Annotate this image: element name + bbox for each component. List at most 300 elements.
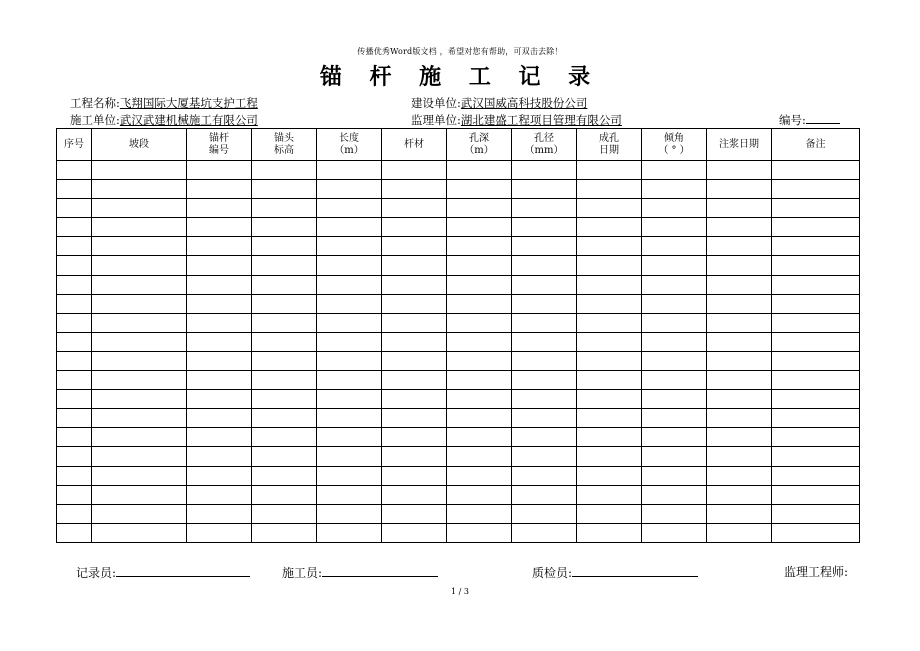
table-cell (512, 332, 577, 351)
table-cell (57, 351, 92, 370)
table-cell (642, 256, 707, 275)
table-cell (382, 504, 447, 523)
table-cell (92, 485, 187, 504)
table-cell (57, 313, 92, 332)
table-cell (317, 409, 382, 428)
table-cell (317, 237, 382, 256)
table-cell (512, 351, 577, 370)
table-row (57, 409, 860, 428)
table-cell (252, 237, 317, 256)
table-cell (447, 447, 512, 466)
table-cell (57, 294, 92, 313)
table-cell (57, 180, 92, 199)
table-cell (642, 161, 707, 180)
table-cell (187, 180, 252, 199)
table-cell (772, 294, 860, 313)
table-cell (512, 390, 577, 409)
table-row (57, 199, 860, 218)
table-cell (252, 428, 317, 447)
engineer-label: 监理工程师: (784, 565, 849, 579)
table-cell (577, 428, 642, 447)
table-cell (382, 218, 447, 237)
project-name-value: 飞翔国际大厦基坑支护工程 (119, 96, 258, 110)
table-cell (57, 332, 92, 351)
table-cell (382, 351, 447, 370)
table-cell (57, 466, 92, 485)
table-cell (772, 371, 860, 390)
table-cell (707, 409, 772, 428)
header-cell-slope: 坡段 (92, 129, 187, 161)
table-cell (252, 485, 317, 504)
table-cell (252, 523, 317, 542)
header-cell-rod: 杆材 (382, 129, 447, 161)
table-cell (447, 199, 512, 218)
table-row (57, 161, 860, 180)
table-cell (642, 504, 707, 523)
table-cell (512, 371, 577, 390)
table-cell (447, 409, 512, 428)
table-cell (642, 523, 707, 542)
table-cell (577, 313, 642, 332)
table-cell (642, 428, 707, 447)
table-row (57, 504, 860, 523)
table-cell (707, 161, 772, 180)
table-cell (707, 218, 772, 237)
document-number-field (779, 112, 840, 128)
table-cell (707, 428, 772, 447)
table-cell (772, 428, 860, 447)
table-cell (382, 275, 447, 294)
inspector-signature (532, 563, 698, 581)
table-cell (252, 161, 317, 180)
table-cell (382, 313, 447, 332)
table-cell (707, 371, 772, 390)
table-cell (187, 504, 252, 523)
table-cell (317, 199, 382, 218)
recorder-label: 记录员: (76, 566, 117, 580)
table-cell (317, 275, 382, 294)
table-cell (512, 199, 577, 218)
table-cell (577, 351, 642, 370)
inspector-line (572, 563, 698, 577)
table-cell (92, 466, 187, 485)
table-cell (577, 485, 642, 504)
table-cell (382, 180, 447, 199)
table-row (57, 523, 860, 542)
table-cell (512, 218, 577, 237)
table-cell (512, 275, 577, 294)
table-cell (317, 351, 382, 370)
header-cell-grout-date: 注浆日期 (707, 129, 772, 161)
table-row (57, 313, 860, 332)
table-cell (92, 237, 187, 256)
table-cell (187, 218, 252, 237)
inspector-label: 质检员: (532, 566, 573, 580)
recorder-signature (76, 563, 250, 581)
table-cell (577, 218, 642, 237)
constructor-label: 施工员: (282, 566, 323, 580)
header-cell-anchor-no: 锚杆 编号 (187, 129, 252, 161)
table-cell (772, 504, 860, 523)
table-cell (252, 294, 317, 313)
table-cell (447, 256, 512, 275)
table-cell (642, 199, 707, 218)
table-cell (707, 294, 772, 313)
table-cell (512, 409, 577, 428)
table-cell (252, 351, 317, 370)
document-number-label: 编号: (779, 113, 806, 127)
table-cell (512, 180, 577, 199)
table-cell (577, 466, 642, 485)
document-banner: 传播优秀Word版文档 ，希望对您有帮助，可双击去除！ (357, 47, 563, 56)
table-cell (642, 409, 707, 428)
header-cell-hole-diameter: 孔径 （mm） (512, 129, 577, 161)
table-cell (187, 351, 252, 370)
table-cell (577, 237, 642, 256)
header-cell-length: 长度 （m） (317, 129, 382, 161)
table-cell (317, 256, 382, 275)
table-cell (92, 332, 187, 351)
table-cell (447, 390, 512, 409)
table-cell (252, 275, 317, 294)
table-cell (642, 237, 707, 256)
record-table (56, 128, 860, 543)
table-cell (512, 294, 577, 313)
table-cell (57, 523, 92, 542)
table-cell (252, 180, 317, 199)
table-cell (512, 447, 577, 466)
table-cell (707, 275, 772, 294)
contractor-unit-field (70, 112, 258, 128)
table-cell (317, 466, 382, 485)
client-unit-field (411, 95, 587, 111)
table-cell (707, 390, 772, 409)
table-cell (577, 332, 642, 351)
table-cell (187, 294, 252, 313)
supervisor-unit-value: 湖北建盛工程项目管理有限公司 (460, 113, 622, 127)
table-cell (772, 161, 860, 180)
table-cell (317, 504, 382, 523)
table-cell (92, 447, 187, 466)
table-cell (57, 161, 92, 180)
table-cell (57, 428, 92, 447)
table-cell (92, 504, 187, 523)
table-cell (447, 504, 512, 523)
table-cell (92, 218, 187, 237)
page-number: 1 / 3 (451, 587, 469, 596)
table-cell (447, 371, 512, 390)
table-cell (642, 218, 707, 237)
table-cell (317, 390, 382, 409)
table-cell (707, 180, 772, 199)
table-cell (382, 237, 447, 256)
table-cell (642, 351, 707, 370)
table-cell (92, 180, 187, 199)
document-number-blank (806, 112, 840, 124)
table-cell (57, 237, 92, 256)
table-row (57, 218, 860, 237)
table-cell (707, 332, 772, 351)
table-cell (512, 161, 577, 180)
supervisor-unit-label: 监理单位: (411, 113, 461, 127)
table-cell (707, 485, 772, 504)
table-cell (57, 504, 92, 523)
constructor-signature (282, 563, 438, 581)
table-cell (642, 447, 707, 466)
table-cell (772, 409, 860, 428)
table-cell (642, 332, 707, 351)
table-cell (382, 466, 447, 485)
table-cell (707, 447, 772, 466)
table-cell (252, 199, 317, 218)
table-row (57, 351, 860, 370)
table-cell (57, 447, 92, 466)
table-cell (642, 371, 707, 390)
table-cell (772, 180, 860, 199)
table-cell (92, 523, 187, 542)
table-row (57, 332, 860, 351)
table-cell (317, 161, 382, 180)
table-cell (187, 275, 252, 294)
table-cell (447, 466, 512, 485)
table-cell (382, 332, 447, 351)
table-cell (447, 332, 512, 351)
table-cell (447, 351, 512, 370)
table-row (57, 371, 860, 390)
table-cell (382, 447, 447, 466)
table-cell (187, 428, 252, 447)
table-cell (382, 428, 447, 447)
table-cell (642, 466, 707, 485)
table-row (57, 180, 860, 199)
table-cell (252, 504, 317, 523)
table-cell (447, 218, 512, 237)
table-cell (707, 313, 772, 332)
table-cell (57, 218, 92, 237)
table-cell (512, 504, 577, 523)
table-header-row (57, 129, 860, 161)
table-cell (187, 371, 252, 390)
table-cell (512, 256, 577, 275)
table-cell (447, 485, 512, 504)
table-cell (92, 256, 187, 275)
table-cell (447, 294, 512, 313)
table-cell (92, 428, 187, 447)
table-cell (317, 447, 382, 466)
table-cell (317, 313, 382, 332)
table-cell (512, 237, 577, 256)
table-cell (187, 485, 252, 504)
table-cell (577, 294, 642, 313)
table-cell (57, 485, 92, 504)
table-cell (707, 256, 772, 275)
table-row (57, 447, 860, 466)
table-cell (57, 256, 92, 275)
table-cell (707, 351, 772, 370)
table-cell (317, 294, 382, 313)
table-cell (382, 523, 447, 542)
table-cell (317, 428, 382, 447)
table-cell (772, 332, 860, 351)
table-cell (317, 371, 382, 390)
table-cell (252, 371, 317, 390)
table-row (57, 390, 860, 409)
table-cell (642, 275, 707, 294)
document-title: 锚 杆 施 工 记 录 (319, 64, 601, 90)
table-cell (642, 390, 707, 409)
table-cell (577, 523, 642, 542)
table-cell (447, 237, 512, 256)
header-cell-drill-date: 成孔 日期 (577, 129, 642, 161)
table-cell (187, 256, 252, 275)
table-cell (772, 351, 860, 370)
table-cell (772, 447, 860, 466)
contractor-unit-label: 施工单位: (70, 113, 120, 127)
table-cell (187, 237, 252, 256)
table-cell (512, 313, 577, 332)
table-row (57, 237, 860, 256)
table-cell (512, 485, 577, 504)
table-cell (187, 390, 252, 409)
table-cell (512, 428, 577, 447)
table-cell (187, 199, 252, 218)
table-row (57, 466, 860, 485)
table-cell (707, 523, 772, 542)
table-cell (92, 351, 187, 370)
table-cell (642, 485, 707, 504)
table-cell (707, 504, 772, 523)
table-cell (92, 275, 187, 294)
header-cell-anchor-elev: 锚头 标高 (252, 129, 317, 161)
engineer-signature (784, 563, 848, 580)
constructor-line (322, 563, 438, 577)
table-cell (577, 161, 642, 180)
table-cell (252, 313, 317, 332)
table-cell (382, 256, 447, 275)
table-cell (92, 371, 187, 390)
table-cell (317, 523, 382, 542)
table-row (57, 485, 860, 504)
project-name-field (70, 95, 258, 111)
table-cell (707, 199, 772, 218)
table-cell (642, 294, 707, 313)
table-cell (577, 447, 642, 466)
table-row (57, 294, 860, 313)
header-cell-seq: 序号 (57, 129, 92, 161)
header-cell-remarks: 备注 (772, 129, 860, 161)
table-cell (447, 313, 512, 332)
table-cell (57, 409, 92, 428)
table-cell (252, 256, 317, 275)
client-unit-label: 建设单位: (411, 96, 461, 110)
table-cell (512, 523, 577, 542)
table-cell (772, 523, 860, 542)
table-cell (92, 390, 187, 409)
table-cell (577, 275, 642, 294)
project-name-label: 工程名称: (70, 96, 120, 110)
table-cell (642, 313, 707, 332)
table-cell (317, 332, 382, 351)
table-cell (382, 294, 447, 313)
table-cell (57, 275, 92, 294)
table-cell (57, 390, 92, 409)
client-unit-value: 武汉国威高科技股份公司 (460, 96, 588, 110)
table-cell (252, 466, 317, 485)
table-cell (772, 275, 860, 294)
table-cell (447, 180, 512, 199)
table-cell (252, 447, 317, 466)
table-cell (187, 466, 252, 485)
table-cell (382, 161, 447, 180)
table-cell (772, 237, 860, 256)
table-cell (382, 371, 447, 390)
table-cell (382, 485, 447, 504)
table-cell (57, 371, 92, 390)
table-cell (707, 466, 772, 485)
table-cell (577, 409, 642, 428)
table-cell (707, 237, 772, 256)
table-cell (187, 313, 252, 332)
table-cell (772, 218, 860, 237)
supervisor-unit-field (411, 112, 622, 128)
table-cell (447, 523, 512, 542)
table-cell (187, 161, 252, 180)
table-cell (92, 294, 187, 313)
table-cell (772, 485, 860, 504)
table-cell (772, 313, 860, 332)
table-cell (92, 161, 187, 180)
table-cell (382, 199, 447, 218)
table-cell (252, 332, 317, 351)
table-cell (772, 466, 860, 485)
table-cell (512, 466, 577, 485)
contractor-unit-value: 武汉武建机械施工有限公司 (119, 113, 258, 127)
table-cell (577, 504, 642, 523)
table-cell (92, 409, 187, 428)
table-cell (577, 256, 642, 275)
table-cell (317, 485, 382, 504)
table-cell (577, 180, 642, 199)
table-cell (317, 218, 382, 237)
table-cell (187, 409, 252, 428)
table-cell (317, 180, 382, 199)
header-cell-hole-depth: 孔深 （m） (447, 129, 512, 161)
table-cell (187, 523, 252, 542)
table-cell (57, 199, 92, 218)
table-cell (577, 390, 642, 409)
table-cell (772, 256, 860, 275)
header-cell-angle: 倾角 （ ° ） (642, 129, 707, 161)
table-cell (447, 275, 512, 294)
table-cell (772, 199, 860, 218)
table-cell (382, 409, 447, 428)
recorder-line (116, 563, 250, 577)
table-cell (92, 199, 187, 218)
table-cell (447, 161, 512, 180)
table-cell (577, 371, 642, 390)
table-cell (187, 332, 252, 351)
table-row (57, 428, 860, 447)
table-cell (382, 390, 447, 409)
table-cell (252, 390, 317, 409)
table-cell (447, 428, 512, 447)
table-cell (642, 180, 707, 199)
table-cell (92, 313, 187, 332)
table-cell (252, 218, 317, 237)
table-cell (252, 409, 317, 428)
table-cell (187, 447, 252, 466)
table-row (57, 256, 860, 275)
